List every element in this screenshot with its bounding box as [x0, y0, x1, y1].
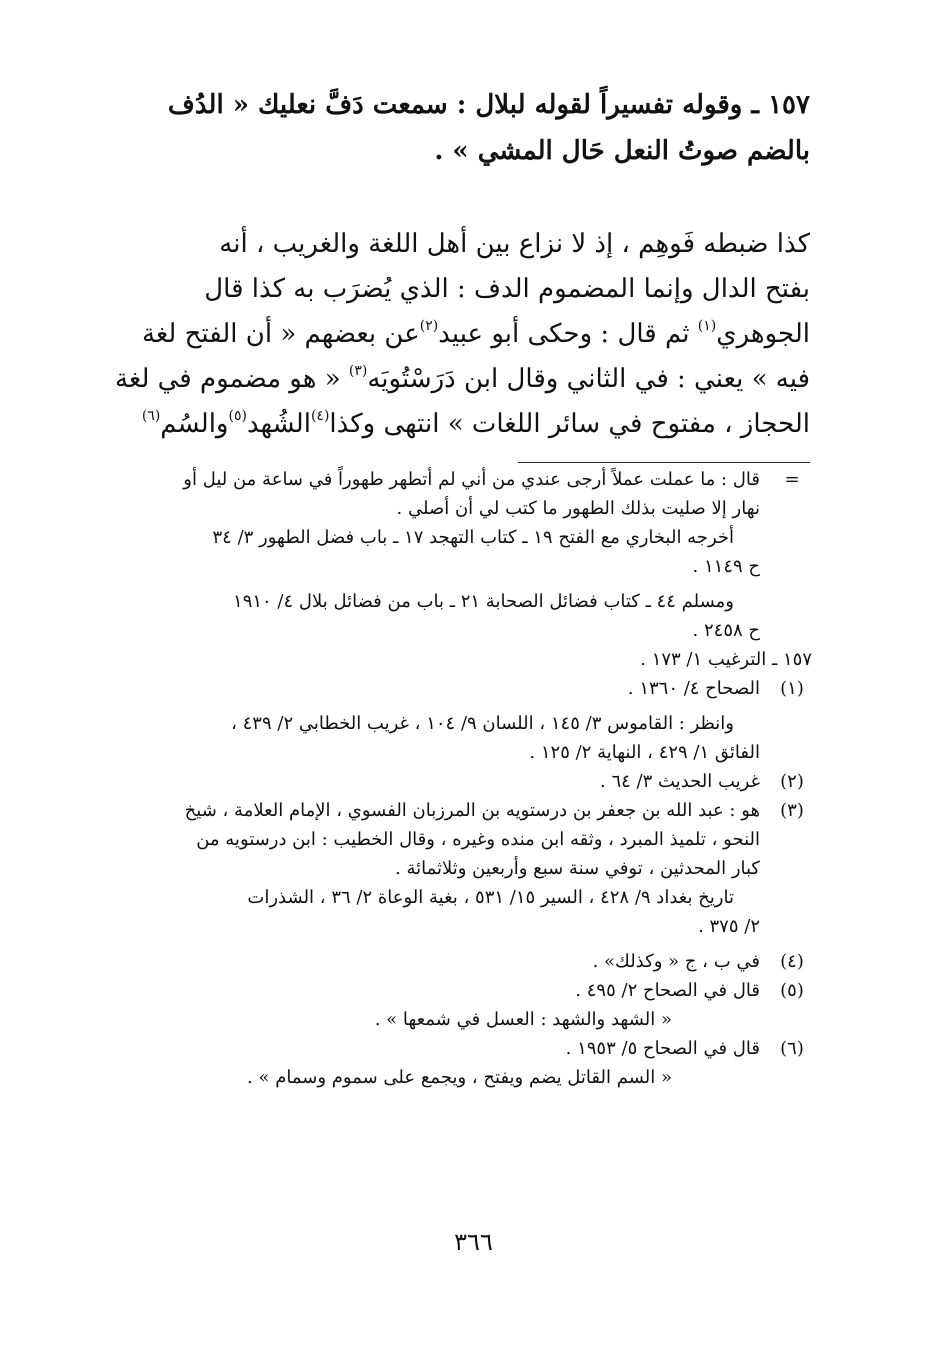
- footnote-ref[interactable]: (٤): [310, 408, 330, 424]
- footnote-3: [100, 796, 812, 883]
- footnote-ref[interactable]: (٦): [141, 408, 161, 424]
- footnote-line: وانظر : القاموس ٣/ ١٤٥ ، اللسان ٩/ ١٠٤ ، غريب الخطابي ٢/ ٤٣٩ ،: [231, 713, 734, 734]
- footnote-quote: « الشهد والشهد : العسل في شمعها » .: [374, 1009, 672, 1030]
- footnote-1: [100, 674, 812, 703]
- footnote-number: (٥): [780, 980, 804, 1001]
- footnote-line: قال في الصحاح ٥/ ١٩٥٣ .: [565, 1038, 760, 1059]
- footnote-line: النحو ، تلميذ المبرد ، وثقه ابن منده وغيره ، وقال الخطيب : ابن درستويه من: [196, 829, 760, 850]
- footnote-line: كبار المحدثين ، توفي سنة سبع وأربعين وثلاثمائة .: [395, 858, 760, 879]
- body-fragment: فيه » يعني : في الثاني وقال ابن دَرَسْتُويَه: [367, 364, 810, 394]
- body-line: [100, 357, 810, 402]
- footnote-line: أخرجه البخاري مع الفتح ١٩ ـ كتاب التهجد ١٧ ـ باب فضل الطهور ٣/ ٣٤: [212, 527, 734, 548]
- footnote-ref[interactable]: (٢): [419, 318, 439, 334]
- body-fragment: ثم قال : وحكى أبو عبيد: [438, 319, 690, 349]
- footnote-2: [100, 767, 812, 796]
- footnote-line: ح ٢٤٥٨ .: [692, 620, 760, 641]
- footnote-line: قال : ما عملت عملاً أرجى عندي من أني لم أتطهر طهوراً في ساعة من ليل أو: [183, 469, 760, 490]
- footnote-line: في ب ، ج « وكذلك» .: [592, 951, 760, 972]
- main-text: [100, 222, 810, 447]
- footnote-line: الفائق ١/ ٤٢٩ ، النهاية ٢/ ١٢٥ .: [529, 742, 760, 763]
- footnote-divider: [518, 462, 810, 463]
- footnote-number: (٦): [780, 1038, 804, 1059]
- footnote-quote: « السم القاتل يضم ويفتح ، ويجمع على سموم وسمام » .: [247, 1067, 672, 1088]
- body-line: [100, 312, 810, 357]
- footnote-5: [100, 976, 812, 1005]
- footnote-line: نهار إلا صليت بذلك الطهور ما كتب لي أن أصلي .: [396, 498, 760, 519]
- hadith-ref-157: ١٥٧ ـ الترغيب ١/ ١٧٣ .: [640, 649, 812, 670]
- footnote-continuation: [100, 465, 812, 523]
- heading-line: بالضم صوتُ النعل حَال المشي » .: [434, 136, 810, 166]
- footnote-number: (٣): [780, 800, 804, 821]
- body-fragment: والسُم: [160, 409, 229, 439]
- footnote-ref[interactable]: (٣): [348, 363, 368, 379]
- footnote-line: الصحاح ٤/ ١٣٦٠ .: [627, 678, 760, 699]
- footnote-line: غريب الحديث ٣/ ٦٤ .: [600, 771, 760, 792]
- footnote-ref[interactable]: (١): [697, 318, 717, 334]
- body-line: بفتح الدال وإنما المضموم الدف : الذي يُضرَب به كذا قال: [204, 274, 810, 304]
- footnote-line: قال في الصحاح ٢/ ٤٩٥ .: [575, 980, 760, 1001]
- body-line: كذا ضبطه فَوهِم ، إذ لا نزاع بين أهل اللغة والغريب ، أنه: [219, 229, 810, 259]
- footnote-line: ومسلم ٤٤ ـ كتاب فضائل الصحابة ٢١ ـ باب من فضائل بلال ٤/ ١٩١٠: [233, 591, 734, 612]
- body-fragment: « هو مضموم في لغة: [114, 364, 341, 394]
- body-fragment: عن بعضهم « أن الفتح لغة: [141, 319, 420, 349]
- footnote-line: ٢/ ٣٧٥ .: [698, 916, 760, 937]
- body-fragment: الجوهري: [716, 319, 810, 349]
- footnote-number: (٤): [780, 951, 804, 972]
- footnote-line: هو : عبد الله بن جعفر بن درستويه بن المرزبان الفسوي ، الإمام العلامة ، شيخ: [184, 800, 760, 821]
- footnote-line: ح ١١٤٩ .: [692, 556, 760, 577]
- heading-line: ١٥٧ ـ وقوله تفسيراً لقوله لبلال : سمعت دَفَّ نعليك « الدُف: [167, 90, 810, 120]
- footnote-number: (١): [780, 678, 804, 699]
- continuation-mark: =: [784, 469, 800, 490]
- footnotes: [100, 465, 812, 1092]
- footnote-6: [100, 1034, 812, 1063]
- footnote-ref[interactable]: (٥): [228, 408, 247, 424]
- page-number: ٣٦٦: [454, 1228, 493, 1256]
- body-line: [100, 402, 810, 447]
- footnote-number: (٢): [780, 771, 804, 792]
- footnote-line: تاريخ بغداد ٩/ ٤٢٨ ، السير ١٥/ ٥٣١ ، بغية الوعاة ٢/ ٣٦ ، الشذرات: [247, 887, 734, 908]
- footnote-4: [100, 947, 812, 976]
- body-fragment: الشُهد: [246, 409, 311, 439]
- body-fragment: الحجاز ، مفتوح في سائر اللغات » انتهى وكذا: [329, 409, 810, 439]
- entry-heading: [100, 82, 810, 174]
